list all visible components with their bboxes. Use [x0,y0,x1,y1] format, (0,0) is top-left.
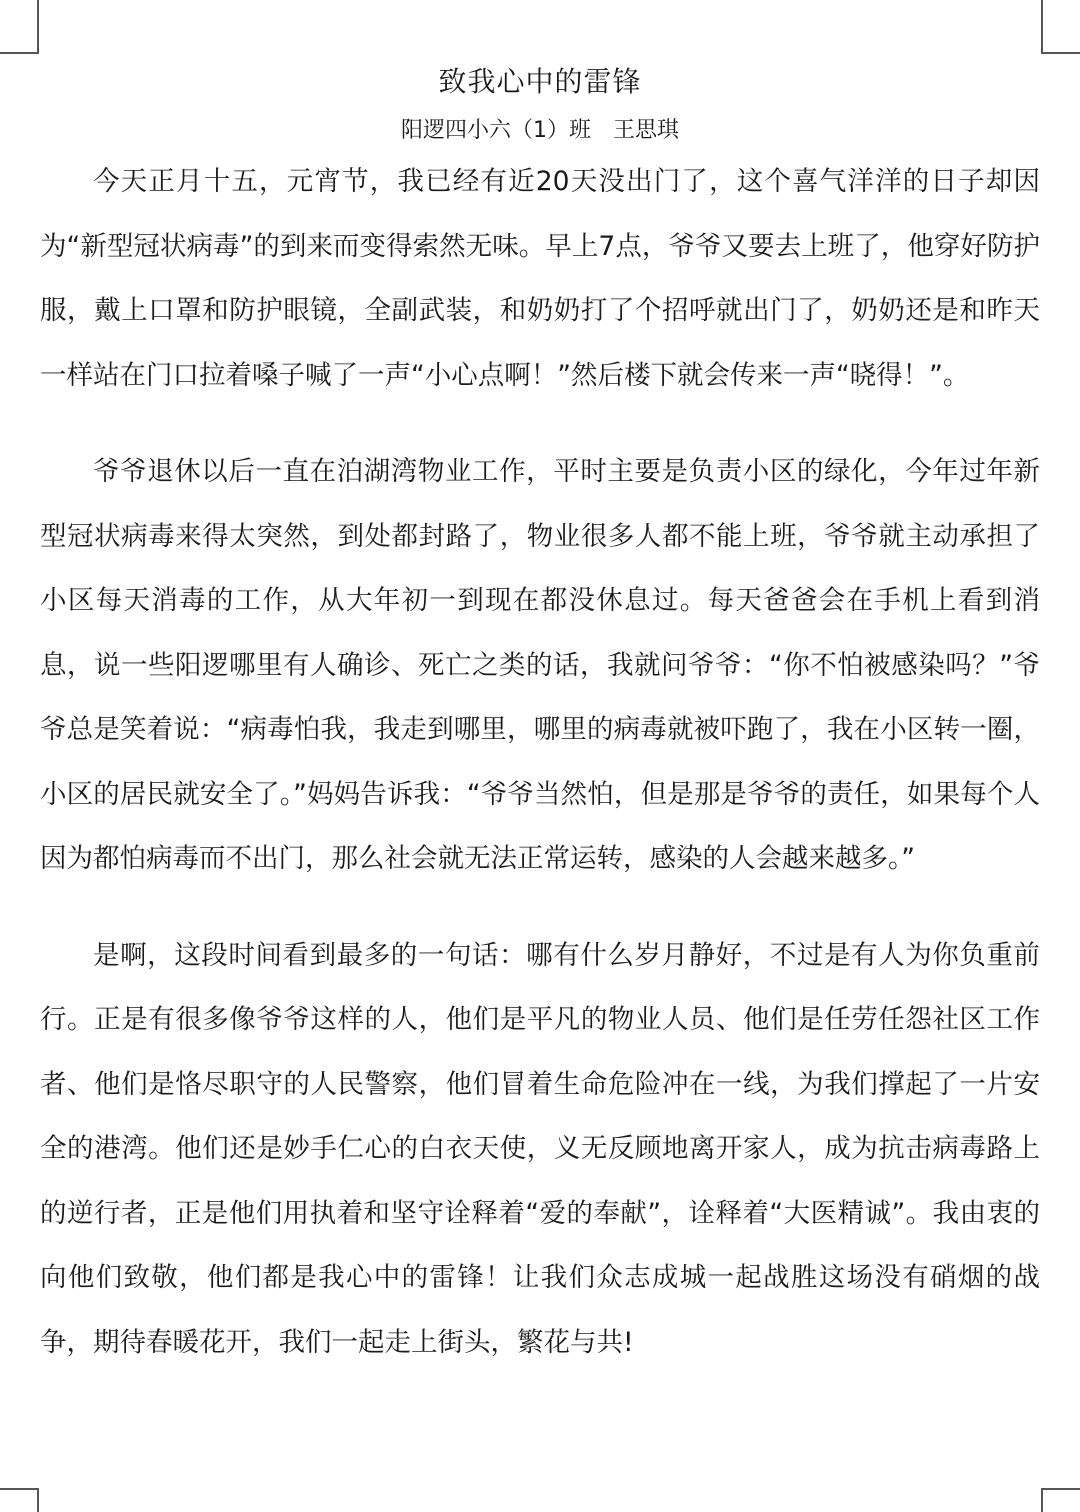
crop-mark-top-right [1041,0,1080,54]
paragraph-3: 是啊，这段时间看到最多的一句话：哪有什么岁月静好，不过是有人为你负重前行。正是有很多像爷爷这样的人，他们是平凡的物业人员、他们是任劳任怨社区工作者、他们是恪尽职守的人民警察，他们冒着生命危险冲在一线，为我们撑起了一片安全的港湾。他们还是妙手仁心的白衣天使，义无反顾地离开家人，成为抗击病毒路上的逆行者，正是他们用执着和坚守诠释着“爱的奉献”，诠释着“大医精诚”。我由衷的向他们致敬，他们都是我心中的雷锋！让我们众志成城一起战胜这场没有硝烟的战争，期待春暖花开，我们一起走上街头，繁花与共! [40,939,1040,1358]
crop-mark-top-left [0,0,39,54]
document-title: 致我心中的雷锋 [438,65,642,98]
crop-mark-bottom-left [0,1488,39,1512]
paragraph-2: 爷爷退休以后一直在泊湖湾物业工作，平时主要是负责小区的绿化，今年过年新型冠状病毒来得太突然，到处都封路了，物业很多人都不能上班，爷爷就主动承担了小区每天消毒的工作，从大年初一到现在都没休息过。每天爸爸会在手机上看到消息，说一些阳逻哪里有人确诊、死亡之类的话，我就问爷爷：“你不怕被感染吗？”爷爷总是笑着说：“病毒怕我，我走到哪里，哪里的病毒就被吓跑了，我在小区转一圈，小区的居民就安全了。”妈妈告诉我：“爷爷当然怕，但是那是爷爷的责任，如果每个人因为都怕病毒而不出门，那么社会就无法正常运转，感染的人会越来越多。” [40,456,1040,874]
document-body [40,150,1040,1375]
crop-mark-bottom-right [1041,1488,1080,1512]
document-byline: 阳逻四小六（1）班 王思琪 [401,118,679,143]
paragraph-1: 今天正月十五，元宵节，我已经有近20天没出门了，这个喜气洋洋的日子却因为“新型冠状病毒”的到来而变得索然无味。早上7点，爷爷又要去上班了，他穿好防护服，戴上口罩和防护眼镜，全副武装，和奶奶打了个招呼就出门了，奶奶还是和昨天一样站在门口拉着嗓子喊了一声“小心点啊！”然后楼下就会传来一声“晓得！”。 [40,166,1040,391]
